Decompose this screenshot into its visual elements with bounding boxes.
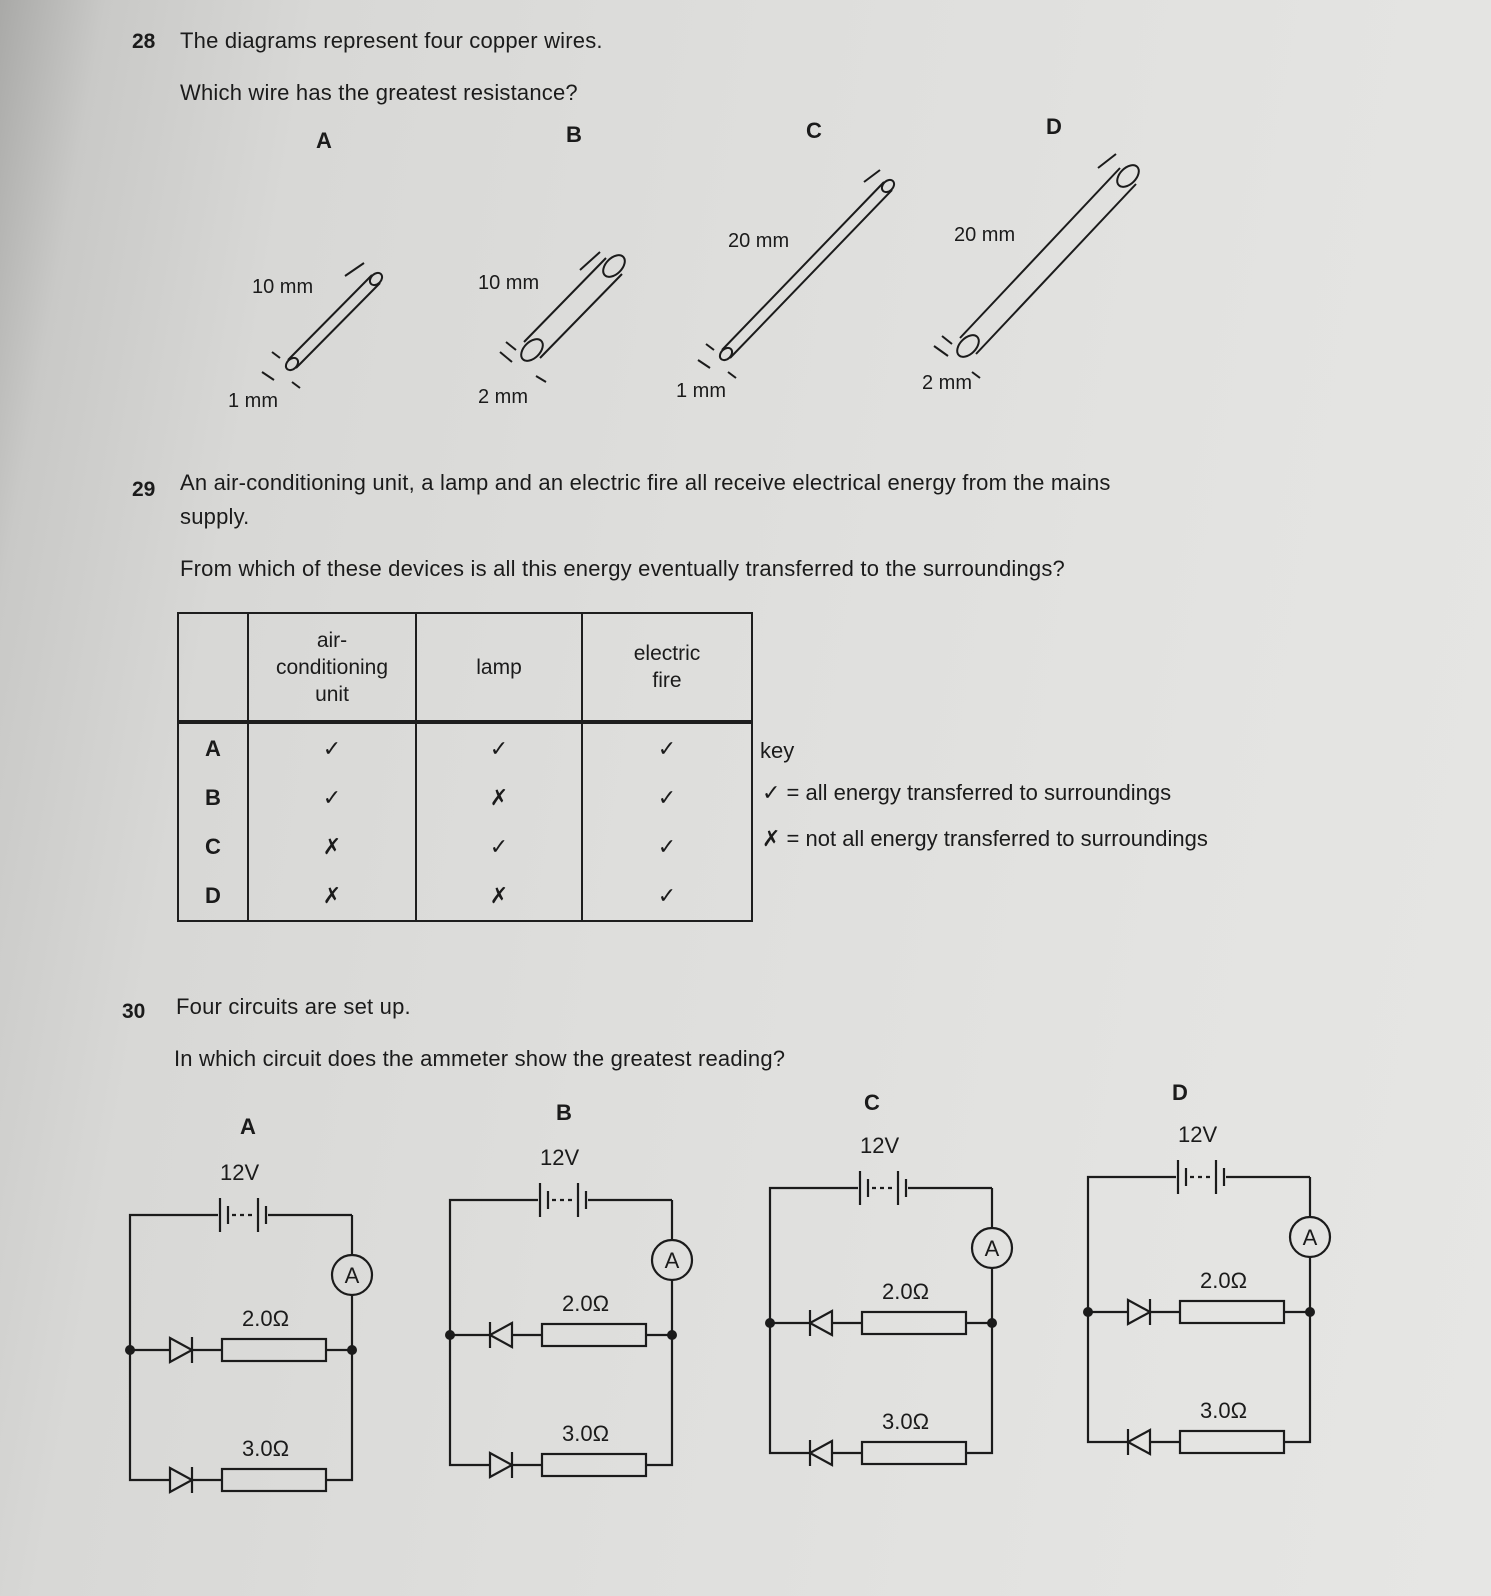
ammeter-label: A [984,1236,1000,1261]
row-label: A [178,722,248,773]
circuit-a-letter: A [240,1114,256,1139]
diode-lower-symbol [810,1440,832,1466]
circuit-wire [130,1350,170,1480]
cell-electric-fire: ✓ [582,871,752,921]
ammeter-symbol [652,1240,692,1280]
wire-b-diameter: 2 mm [478,386,528,408]
battery-voltage-label: 12V [860,1133,900,1158]
key-title: key [760,738,795,763]
wire-b-length: 10 mm [478,272,540,294]
table-header-lamp: lamp [416,613,582,722]
ammeter-symbol [1290,1217,1330,1257]
diode-upper-symbol [490,1322,512,1348]
circuit-wire [770,1188,858,1323]
battery-voltage-label: 12V [220,1160,260,1185]
resistor-lower-label: 3.0Ω [882,1409,930,1434]
ammeter-label: A [664,1248,680,1273]
circuit-wire [450,1200,538,1335]
diode-upper-symbol [810,1310,832,1336]
circuit-wire [1284,1312,1310,1442]
circuit-wire [646,1335,672,1465]
circuit-wire [1088,1177,1176,1312]
battery-symbol [540,1183,586,1217]
circuit-wire [130,1215,218,1350]
question-30-statement: Four circuits are set up. [176,994,411,1019]
cell-lamp: ✗ [416,871,582,921]
question-29-statement-continued: supply. [180,504,250,529]
battery-symbol [1178,1160,1224,1194]
row-label: D [178,871,248,921]
row-label: B [178,773,248,822]
question-number-29: 29 [132,478,156,501]
key-tick-meaning: ✓ = all energy transferred to surroundings [762,780,1172,805]
cell-lamp: ✓ [416,822,582,871]
wire-c-diameter: 1 mm [676,380,726,402]
cell-air-conditioning: ✗ [248,871,416,921]
circuit-c [765,1133,1012,1466]
resistor-upper-symbol [862,1312,966,1334]
circuit-wire [450,1335,490,1465]
cell-lamp: ✓ [416,722,582,773]
resistor-lower-label: 3.0Ω [242,1436,290,1461]
wire-a-length: 10 mm [252,276,314,298]
wire-d-letter: D [1046,114,1062,139]
question-29-statement: An air-conditioning unit, a lamp and an electric fire all receive electrical energy from the mains [180,470,1111,495]
question-28-statement: The diagrams represent four copper wires. [180,28,603,53]
cell-electric-fire: ✓ [582,773,752,822]
resistor-lower-label: 3.0Ω [562,1421,610,1446]
battery-symbol [220,1198,266,1232]
wire-a-letter: A [316,128,332,153]
cell-air-conditioning: ✗ [248,822,416,871]
resistor-upper-label: 2.0Ω [242,1306,290,1331]
circuit-b-letter: B [556,1100,572,1125]
circuit-wire [1088,1312,1128,1442]
ammeter-symbol [332,1255,372,1295]
question-number-28: 28 [132,30,156,53]
circuit-d [1083,1122,1330,1455]
ammeter-symbol [972,1228,1012,1268]
table-header-electric-fire: electric fire [582,613,752,722]
resistor-lower-symbol [542,1454,646,1476]
resistor-upper-symbol [542,1324,646,1346]
resistor-lower-label: 3.0Ω [1200,1398,1248,1423]
key-cross-meaning: ✗ = not all energy transferred to surroundings [762,826,1208,851]
cell-lamp: ✗ [416,773,582,822]
cell-electric-fire: ✓ [582,722,752,773]
resistor-upper-symbol [1180,1301,1284,1323]
cell-air-conditioning: ✓ [248,773,416,822]
cell-air-conditioning: ✓ [248,722,416,773]
diode-lower-symbol [170,1467,192,1493]
circuit-wire [770,1323,810,1453]
diode-upper-symbol [170,1337,192,1363]
wire-c-letter: C [806,118,822,143]
circuit-wire [966,1323,992,1453]
resistor-lower-symbol [862,1442,966,1464]
ammeter-label: A [1302,1225,1318,1250]
diode-lower-symbol [1128,1429,1150,1455]
resistor-upper-symbol [222,1339,326,1361]
diode-lower-symbol [490,1452,512,1478]
resistor-lower-symbol [1180,1431,1284,1453]
battery-voltage-label: 12V [1178,1122,1218,1147]
wire-d-diameter: 2 mm [922,372,972,394]
circuit-wire [326,1350,352,1480]
diode-upper-symbol [1128,1299,1150,1325]
row-label: C [178,822,248,871]
battery-symbol [860,1171,906,1205]
resistor-upper-label: 2.0Ω [1200,1268,1248,1293]
circuit-a [125,1160,372,1493]
circuit-d-letter: D [1172,1080,1188,1105]
circuit-b [445,1145,692,1478]
battery-voltage-label: 12V [540,1145,580,1170]
resistor-lower-symbol [222,1469,326,1491]
cell-electric-fire: ✓ [582,822,752,871]
resistor-upper-label: 2.0Ω [882,1279,930,1304]
wire-a-diameter: 1 mm [228,390,278,412]
question-28-prompt: Which wire has the greatest resistance? [180,80,578,105]
question-30-prompt: In which circuit does the ammeter show the greatest reading? [174,1046,786,1071]
circuit-c-letter: C [864,1090,880,1115]
resistor-upper-label: 2.0Ω [562,1291,610,1316]
wire-d-length: 20 mm [954,224,1016,246]
ammeter-label: A [344,1263,360,1288]
wire-c-length: 20 mm [728,230,790,252]
question-number-30: 30 [122,1000,146,1023]
question-29-prompt: From which of these devices is all this energy eventually transferred to the surroundings? [180,556,1065,581]
wire-b-letter: B [566,122,582,147]
table-header-air-conditioning: air- conditioning unit [248,613,416,722]
